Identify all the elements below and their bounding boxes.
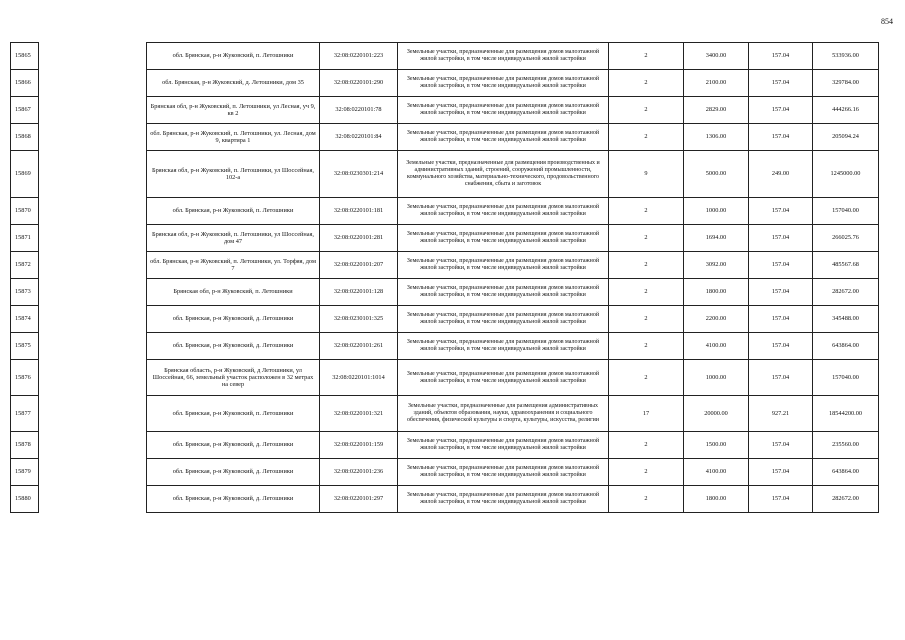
cell-land-use: Земельные участки, предназначенные для размещения домов малоэтажной жилой застройки, в том числе индивидуальной жилой застройки — [398, 279, 609, 306]
cell-record-number: 15870 — [11, 198, 39, 225]
cell-land-use: Земельные участки, предназначенные для размещения домов малоэтажной жилой застройки, в том числе индивидуальной жилой застройки — [398, 432, 609, 459]
cell-area: 1800.00 — [684, 279, 749, 306]
cell-address: обл. Брянская, р-н Жуковский, д. Летошники — [147, 459, 320, 486]
cell-use-group: 2 — [609, 279, 684, 306]
cell-land-use: Земельные участки, предназначенные для размещения домов малоэтажной жилой застройки, в том числе индивидуальной жилой застройки — [398, 360, 609, 396]
table-row — [11, 486, 879, 513]
cell-empty — [39, 124, 147, 151]
cell-specific-value: 157.04 — [749, 306, 813, 333]
cell-record-number: 15867 — [11, 97, 39, 124]
cell-record-number: 15879 — [11, 459, 39, 486]
cell-address: обл. Брянская, р-н Жуковский, п. Летошники — [147, 396, 320, 432]
cell-cadastral-number: 32:08:0220101:1014 — [320, 360, 398, 396]
cell-address: обл. Брянская, р-н Жуковский, д. Летошники — [147, 486, 320, 513]
cell-empty — [39, 70, 147, 97]
cell-use-group: 2 — [609, 306, 684, 333]
cell-record-number: 15865 — [11, 43, 39, 70]
cell-empty — [39, 360, 147, 396]
cell-area: 4100.00 — [684, 459, 749, 486]
table-row — [11, 306, 879, 333]
cell-empty — [39, 459, 147, 486]
cell-use-group: 2 — [609, 225, 684, 252]
cell-use-group: 2 — [609, 198, 684, 225]
cell-empty — [39, 306, 147, 333]
table-row — [11, 198, 879, 225]
cell-record-number: 15878 — [11, 432, 39, 459]
cell-specific-value: 157.04 — [749, 124, 813, 151]
table-row — [11, 70, 879, 97]
cell-area: 1800.00 — [684, 486, 749, 513]
cell-cadastral-number: 32:08:0220101:261 — [320, 333, 398, 360]
cell-record-number: 15876 — [11, 360, 39, 396]
cell-cadastral-value: 18544200.00 — [813, 396, 879, 432]
cell-empty — [39, 333, 147, 360]
cell-cadastral-number: 32:08:0220101:321 — [320, 396, 398, 432]
table-row — [11, 151, 879, 198]
cell-cadastral-value: 345488.00 — [813, 306, 879, 333]
cell-empty — [39, 151, 147, 198]
cell-cadastral-number: 32:08:0220101:159 — [320, 432, 398, 459]
cell-cadastral-value: 205094.24 — [813, 124, 879, 151]
cell-specific-value: 157.04 — [749, 279, 813, 306]
cell-cadastral-number: 32:08:0220101:281 — [320, 225, 398, 252]
cell-address: Брянская обл, р-н Жуковский, п. Летошники — [147, 279, 320, 306]
cell-area: 1306.00 — [684, 124, 749, 151]
cell-use-group: 2 — [609, 252, 684, 279]
cell-specific-value: 157.04 — [749, 43, 813, 70]
cell-record-number: 15872 — [11, 252, 39, 279]
cell-cadastral-number: 32:08:0220101:297 — [320, 486, 398, 513]
table-row — [11, 459, 879, 486]
cell-specific-value: 157.04 — [749, 459, 813, 486]
table-row — [11, 252, 879, 279]
cell-empty — [39, 279, 147, 306]
cell-empty — [39, 486, 147, 513]
cell-land-use: Земельные участки, предназначенные для размещения домов малоэтажной жилой застройки, в том числе индивидуальной жилой застройки — [398, 252, 609, 279]
cell-land-use: Земельные участки, предназначенные для размещения домов малоэтажной жилой застройки, в том числе индивидуальной жилой застройки — [398, 225, 609, 252]
cell-cadastral-value: 444266.16 — [813, 97, 879, 124]
cell-land-use: Земельные участки, предназначенные для размещения домов малоэтажной жилой застройки, в том числе индивидуальной жилой застройки — [398, 124, 609, 151]
table-row — [11, 97, 879, 124]
table-row — [11, 279, 879, 306]
cell-address: обл. Брянская, р-н Жуковский, д. Летошники — [147, 432, 320, 459]
cell-cadastral-value: 485567.68 — [813, 252, 879, 279]
cell-address: Брянская обл, р-н Жуковский, п. Летошники, ул Шоссейная, 102-а — [147, 151, 320, 198]
cell-empty — [39, 97, 147, 124]
cell-cadastral-value: 1245000.00 — [813, 151, 879, 198]
cell-use-group: 2 — [609, 360, 684, 396]
cell-area: 2100.00 — [684, 70, 749, 97]
cell-area: 2829.00 — [684, 97, 749, 124]
page-number: 854 — [881, 17, 893, 26]
cell-land-use: Земельные участки, предназначенные для размещения домов малоэтажной жилой застройки, в том числе индивидуальной жилой застройки — [398, 43, 609, 70]
cell-cadastral-number: 32:08:0220101:128 — [320, 279, 398, 306]
cell-cadastral-number: 32:08:0220101:290 — [320, 70, 398, 97]
cell-use-group: 2 — [609, 70, 684, 97]
cell-address: обл. Брянская, р-н Жуковский, п. Летошники, ул. Лесная, дом 9, квартира 1 — [147, 124, 320, 151]
cell-area: 2200.00 — [684, 306, 749, 333]
cell-land-use: Земельные участки, предназначенные для размещения домов малоэтажной жилой застройки, в том числе индивидуальной жилой застройки — [398, 486, 609, 513]
cell-empty — [39, 252, 147, 279]
cell-address: обл. Брянская, р-н Жуковский, д. Летошники, дом 35 — [147, 70, 320, 97]
cell-address: обл. Брянская, р-н Жуковский, п. Летошники — [147, 43, 320, 70]
cell-use-group: 17 — [609, 396, 684, 432]
cell-specific-value: 157.04 — [749, 97, 813, 124]
cell-specific-value: 927.21 — [749, 396, 813, 432]
cell-record-number: 15866 — [11, 70, 39, 97]
cell-area: 5000.00 — [684, 151, 749, 198]
cell-use-group: 2 — [609, 459, 684, 486]
cell-empty — [39, 396, 147, 432]
cell-cadastral-value: 235560.00 — [813, 432, 879, 459]
cell-area: 1694.00 — [684, 225, 749, 252]
cell-record-number: 15869 — [11, 151, 39, 198]
table-row — [11, 333, 879, 360]
cell-specific-value: 157.04 — [749, 225, 813, 252]
cell-cadastral-number: 32:08:0220101:223 — [320, 43, 398, 70]
cell-use-group: 2 — [609, 432, 684, 459]
cell-specific-value: 157.04 — [749, 252, 813, 279]
cell-specific-value: 157.04 — [749, 360, 813, 396]
cell-area: 4100.00 — [684, 333, 749, 360]
cell-address: обл. Брянская, р-н Жуковский, п. Летошники, ул. Торфяя, дом 7 — [147, 252, 320, 279]
cell-cadastral-number: 32:08:0220101:84 — [320, 124, 398, 151]
cell-cadastral-value: 157040.00 — [813, 360, 879, 396]
cell-use-group: 2 — [609, 43, 684, 70]
cell-cadastral-value: 643864.00 — [813, 333, 879, 360]
table-row — [11, 432, 879, 459]
cell-empty — [39, 432, 147, 459]
cell-cadastral-value: 329784.00 — [813, 70, 879, 97]
cell-land-use: Земельные участки, предназначенные для размещения домов малоэтажной жилой застройки, в том числе индивидуальной жилой застройки — [398, 306, 609, 333]
cell-cadastral-number: 32:08:0230301:214 — [320, 151, 398, 198]
cell-address: обл. Брянская, р-н Жуковский, д. Летошники — [147, 306, 320, 333]
cell-cadastral-value: 282672.00 — [813, 279, 879, 306]
cell-record-number: 15874 — [11, 306, 39, 333]
cell-specific-value: 157.04 — [749, 432, 813, 459]
cell-specific-value: 249.00 — [749, 151, 813, 198]
cell-land-use: Земельные участки, предназначенные для размещения административных зданий, объектов образования, науки, здравоохранения и социального обеспечения, физической культуры и спорта, культуры, искусства, религии — [398, 396, 609, 432]
table-body — [11, 43, 879, 513]
cell-cadastral-number: 32:08:0220101:78 — [320, 97, 398, 124]
cell-cadastral-value: 266025.76 — [813, 225, 879, 252]
cell-specific-value: 157.04 — [749, 70, 813, 97]
cell-use-group: 2 — [609, 486, 684, 513]
cell-area: 20000.00 — [684, 396, 749, 432]
cell-cadastral-value: 282672.00 — [813, 486, 879, 513]
cell-land-use: Земельные участки, предназначенные для размещения домов малоэтажной жилой застройки, в том числе индивидуальной жилой застройки — [398, 70, 609, 97]
cell-specific-value: 157.04 — [749, 486, 813, 513]
cell-record-number: 15877 — [11, 396, 39, 432]
cell-cadastral-value: 157040.00 — [813, 198, 879, 225]
table-row — [11, 396, 879, 432]
cell-cadastral-number: 32:08:0230101:325 — [320, 306, 398, 333]
cell-empty — [39, 198, 147, 225]
table-row — [11, 360, 879, 396]
cell-record-number: 15873 — [11, 279, 39, 306]
cell-cadastral-number: 32:08:0220101:207 — [320, 252, 398, 279]
cell-land-use: Земельные участки, предназначенные для размещения домов малоэтажной жилой застройки, в том числе индивидуальной жилой застройки — [398, 198, 609, 225]
cell-address: Брянская обл, р-н Жуковский, п. Летошники, ул Лесная, уч 9, кв 2 — [147, 97, 320, 124]
cell-area: 3092.00 — [684, 252, 749, 279]
cell-cadastral-number: 32:08:0220101:236 — [320, 459, 398, 486]
cell-address: обл. Брянская, р-н Жуковский, п. Летошники — [147, 198, 320, 225]
cadastral-value-table — [10, 42, 879, 513]
cell-empty — [39, 225, 147, 252]
cell-land-use: Земельные участки, предназначенные для размещения домов малоэтажной жилой застройки, в том числе индивидуальной жилой застройки — [398, 333, 609, 360]
table-row — [11, 225, 879, 252]
cell-empty — [39, 43, 147, 70]
cell-land-use: Земельные участки, предназначенные для размещения домов малоэтажной жилой застройки, в том числе индивидуальной жилой застройки — [398, 459, 609, 486]
cell-record-number: 15871 — [11, 225, 39, 252]
cell-area: 1000.00 — [684, 360, 749, 396]
cell-use-group: 2 — [609, 97, 684, 124]
cell-specific-value: 157.04 — [749, 198, 813, 225]
cell-record-number: 15880 — [11, 486, 39, 513]
cell-specific-value: 157.04 — [749, 333, 813, 360]
cell-cadastral-value: 533936.00 — [813, 43, 879, 70]
cell-address: Брянская область, р-н Жуковский, д Летошники, ул Шоссейная, 66, земельный участок расположен в 32 метрах на север — [147, 360, 320, 396]
cell-cadastral-number: 32:08:0220101:181 — [320, 198, 398, 225]
cell-record-number: 15868 — [11, 124, 39, 151]
cell-cadastral-value: 643864.00 — [813, 459, 879, 486]
cell-use-group: 2 — [609, 333, 684, 360]
cell-area: 1500.00 — [684, 432, 749, 459]
cell-land-use: Земельные участки, предназначенные для размещения домов малоэтажной жилой застройки, в том числе индивидуальной жилой застройки — [398, 97, 609, 124]
cell-use-group: 2 — [609, 124, 684, 151]
cell-address: Брянская обл, р-н Жуковский, п. Летошники, ул Шоссейная, дом 47 — [147, 225, 320, 252]
cell-record-number: 15875 — [11, 333, 39, 360]
cell-use-group: 9 — [609, 151, 684, 198]
table-row — [11, 124, 879, 151]
table-row — [11, 43, 879, 70]
cell-address: обл. Брянская, р-н Жуковский, д. Летошники — [147, 333, 320, 360]
cell-land-use: Земельные участки, предназначенные для размещения производственных и административных зданий, строений, сооружений промышленности, коммунального хозяйства, материально-технического, продовольственного снабжения, сбыта и заготовок — [398, 151, 609, 198]
cell-area: 3400.00 — [684, 43, 749, 70]
cell-area: 1000.00 — [684, 198, 749, 225]
